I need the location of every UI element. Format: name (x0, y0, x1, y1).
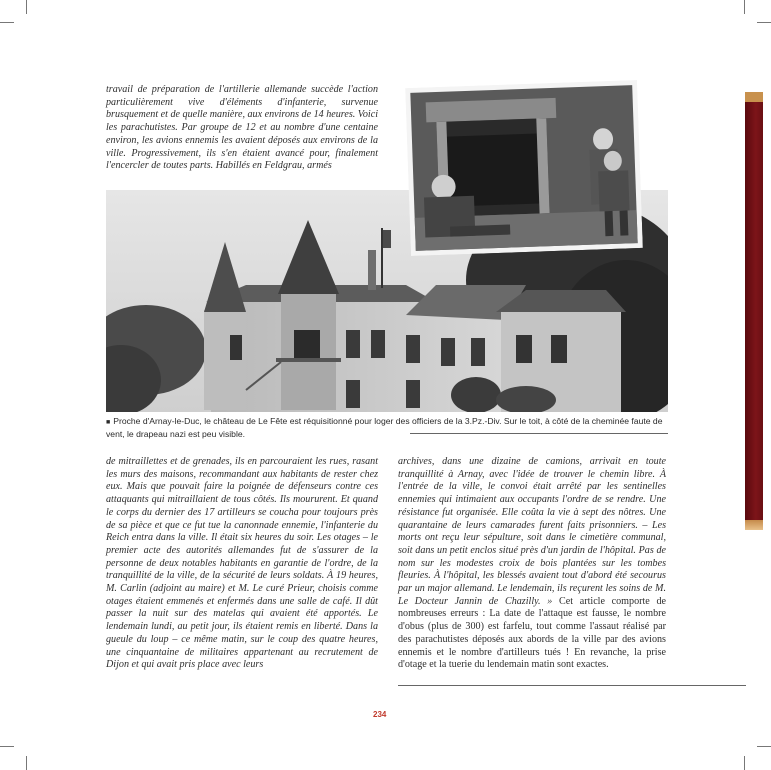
side-ribbon-tip (745, 520, 763, 530)
side-ribbon (745, 92, 763, 524)
caption-bullet: ■ (106, 419, 111, 426)
interior-photo (405, 80, 643, 256)
right-column (398, 456, 666, 672)
crop-mark (744, 756, 745, 770)
caption-rule (410, 433, 668, 434)
crop-mark (26, 756, 27, 770)
right-column-italic-text: archives, dans une dizaine de camions, arrivait en toute tranquillité à Arnay, avec l'idée de trouver le chemin libre. À l'entrée de la ville, le convoi était arrêté par les sentinelles ennemies qui intimaient aux occupants l'ordre de se rendre. Une résistance fut organisée. Elle coûta la vie à sept des nôtres. Une quarantaine de leurs camarades furent faits prisonniers. – Les morts ont reçu leur sépulture, soit dans le cimetière communal, soit dans un petit enclos situé près d'un jardin de l'hôpital. Pas de nom sur les modestes croix de bois plantées sur les tombes fleuries. À l'hôpital, les blessés avaient tout d'abord été secourus par un major allemand. Le lendemain, ils reçurent les soins de M. Le Docteur Jannin de Chazilly. » (398, 456, 666, 607)
intro-paragraph: travail de préparation de l'artillerie allemande succède l'action particulièrement vive d'éléments d'infanterie, survenue brusquement et de quelle manière, aux environs de 14 heures. Voici les parachutistes. Par groupe de 12 et au nombre d'une centaine environ, les avions ennemis les avaient déposés aux environs de la ville. Progressivement, ils s'en étaient avancé pour, finalement l'encercler de toutes parts. Habillés en Feldgrau, armés (106, 84, 378, 172)
crop-mark (744, 0, 745, 14)
crop-mark (0, 22, 14, 23)
left-column-text: de mitraillettes et de grenades, ils en parcouraient les rues, rasant les murs des maisons, recommandant aux habitants de rester chez eux. Mais que pouvait faire la poignée de défenseurs contre ces attaquants qui mitraillaient de tous côtés. Ils moururent. Et quand le corps du dernier des 17 artilleurs se coucha pour toujours près de sa pièce et que ce fut tue la canonnade ennemie, l'infanterie du Reich entra dans la ville. Il était six heures du soir. Les otages – le premier acte des autorités allemandes fut de s'assurer de la personne de deux notables habitants en garantie de l'ordre, de la tranquillité de la ville, de la sécurité de leurs soldats. À 19 heures, M. Carlin (adjoint au maire) et M. Le curé Prieur, choisis comme otages étaient emmenés et enfermés dans une salle de café. Il dût passer la nuit sur des matelas qui avaient été apportés. Le lendemain lundi, au petit jour, ils étaient remis en liberté. Dans la gueule du loup – ce même matin, sur le coup des quatre heures, une cinquantaine de militaires appartenant au recrutement de Dijon et qui avait pris place avec leurs (106, 456, 378, 671)
caption-text: Proche d'Arnay-le-Duc, le château de Le Fête est réquisitionné pour loger des officiers de la 3.Pz.-Div. Sur le toit, à côté de la cheminée faute de vent, le drapeau nazi est peu visible. (106, 416, 663, 439)
end-rule (398, 685, 746, 686)
right-column-regular-text: Cet article comporte de nombreuses erreurs : La date de l'attaque est fausse, le nombre d'obus (plus de 300) est farfelu, tout comme l'assaut réalisé par des parachutistes déposés aux abords de la ville par des avions ennemis et le nombre d'artilleurs tués ! En revanche, la prise d'otage et la tuerie du lendemain matin sont exactes. (398, 595, 666, 671)
crop-mark (757, 746, 771, 747)
crop-mark (757, 22, 771, 23)
crop-mark (26, 0, 27, 14)
side-ribbon-top (745, 92, 763, 102)
page-number: 234 (373, 710, 387, 719)
crop-mark (0, 746, 14, 747)
photo-caption (106, 416, 668, 439)
